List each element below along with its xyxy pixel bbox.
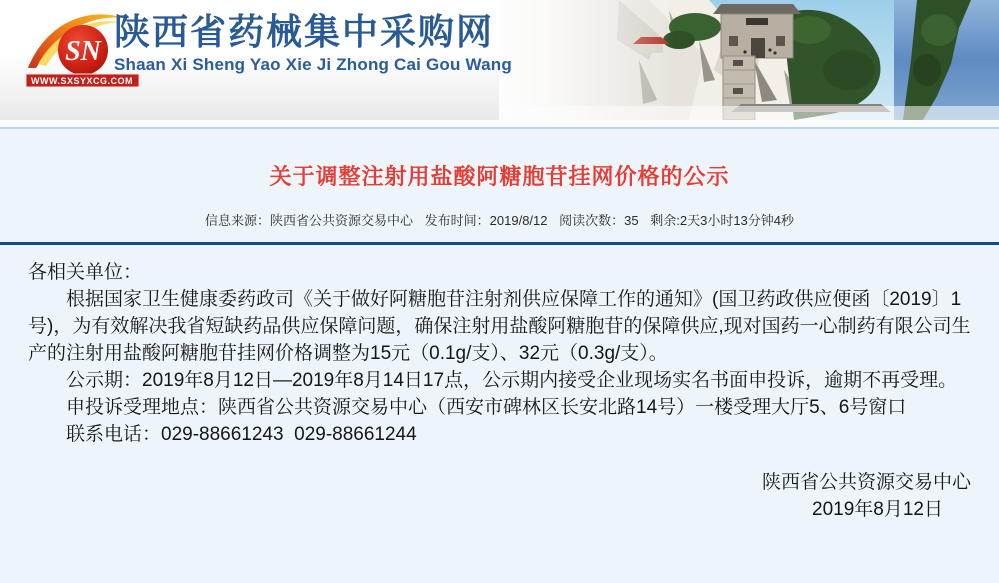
mountain-photo-illustration [499,0,999,120]
header-gap [0,120,999,127]
notice-meta [0,210,999,229]
notice-content [0,129,999,583]
salutation: 各相关单位： [28,262,143,283]
header-banner-photo [499,0,999,120]
meta-view-count: 阅读次数：35 [559,213,639,228]
site-title-pinyin: Shaan Xi Sheng Yao Xie Ji Zhong Cai Gou Wang [114,55,512,74]
meta-publish-date: 发布时间：2019/8/12 [424,213,548,228]
notice-body [0,245,999,523]
meta-source: 信息来源：陕西省公共资源交易中心 [204,213,414,228]
paragraph-contact-phone: 联系电话：029-88661243 029-88661244 [66,424,417,445]
paragraph-basis: 根据国家卫生健康委药政司《关于做好阿糖胞苷注射剂供应保障工作的通知》(国卫药政供应便函〔2019〕1号)，为有效解决我省短缺药品供应保障问题，确保注射用盐酸阿糖胞苷的保障供应,现对国药一心制药有限公司生产的注射用盐酸阿糖胞苷挂网价格调整为15元（0.1g/支）、32元（0.3g/支）。 [28,289,971,364]
signature-date: 2019年8月12日 [812,499,943,520]
signature-organization: 陕西省公共资源交易中心 [761,472,971,493]
svg-text:WWW.SXSYXCG.COM: WWW.SXSYXCG.COM [31,76,133,86]
meta-remaining-time: 剩余:2天3小时13分钟4秒 [650,213,795,228]
paragraph-complaint-address: 申投诉受理地点：陕西省公共资源交易中心（西安市碑林区长安北路14号）一楼受理大厅5、6号窗口 [66,397,907,418]
signature-block [28,469,971,523]
svg-text:SN: SN [65,36,101,67]
site-title-block[interactable] [114,10,512,75]
site-header [0,0,999,120]
paragraph-publicity-period: 公示期：2019年8月12日—2019年8月14日17点，公示期内接受企业现场实名书面申投诉，逾期不再受理。 [66,370,958,391]
site-title: 陕西省药械集中采购网 [114,11,495,52]
notice-title: 关于调整注射用盐酸阿糖胞苷挂网价格的公示 [269,164,730,189]
